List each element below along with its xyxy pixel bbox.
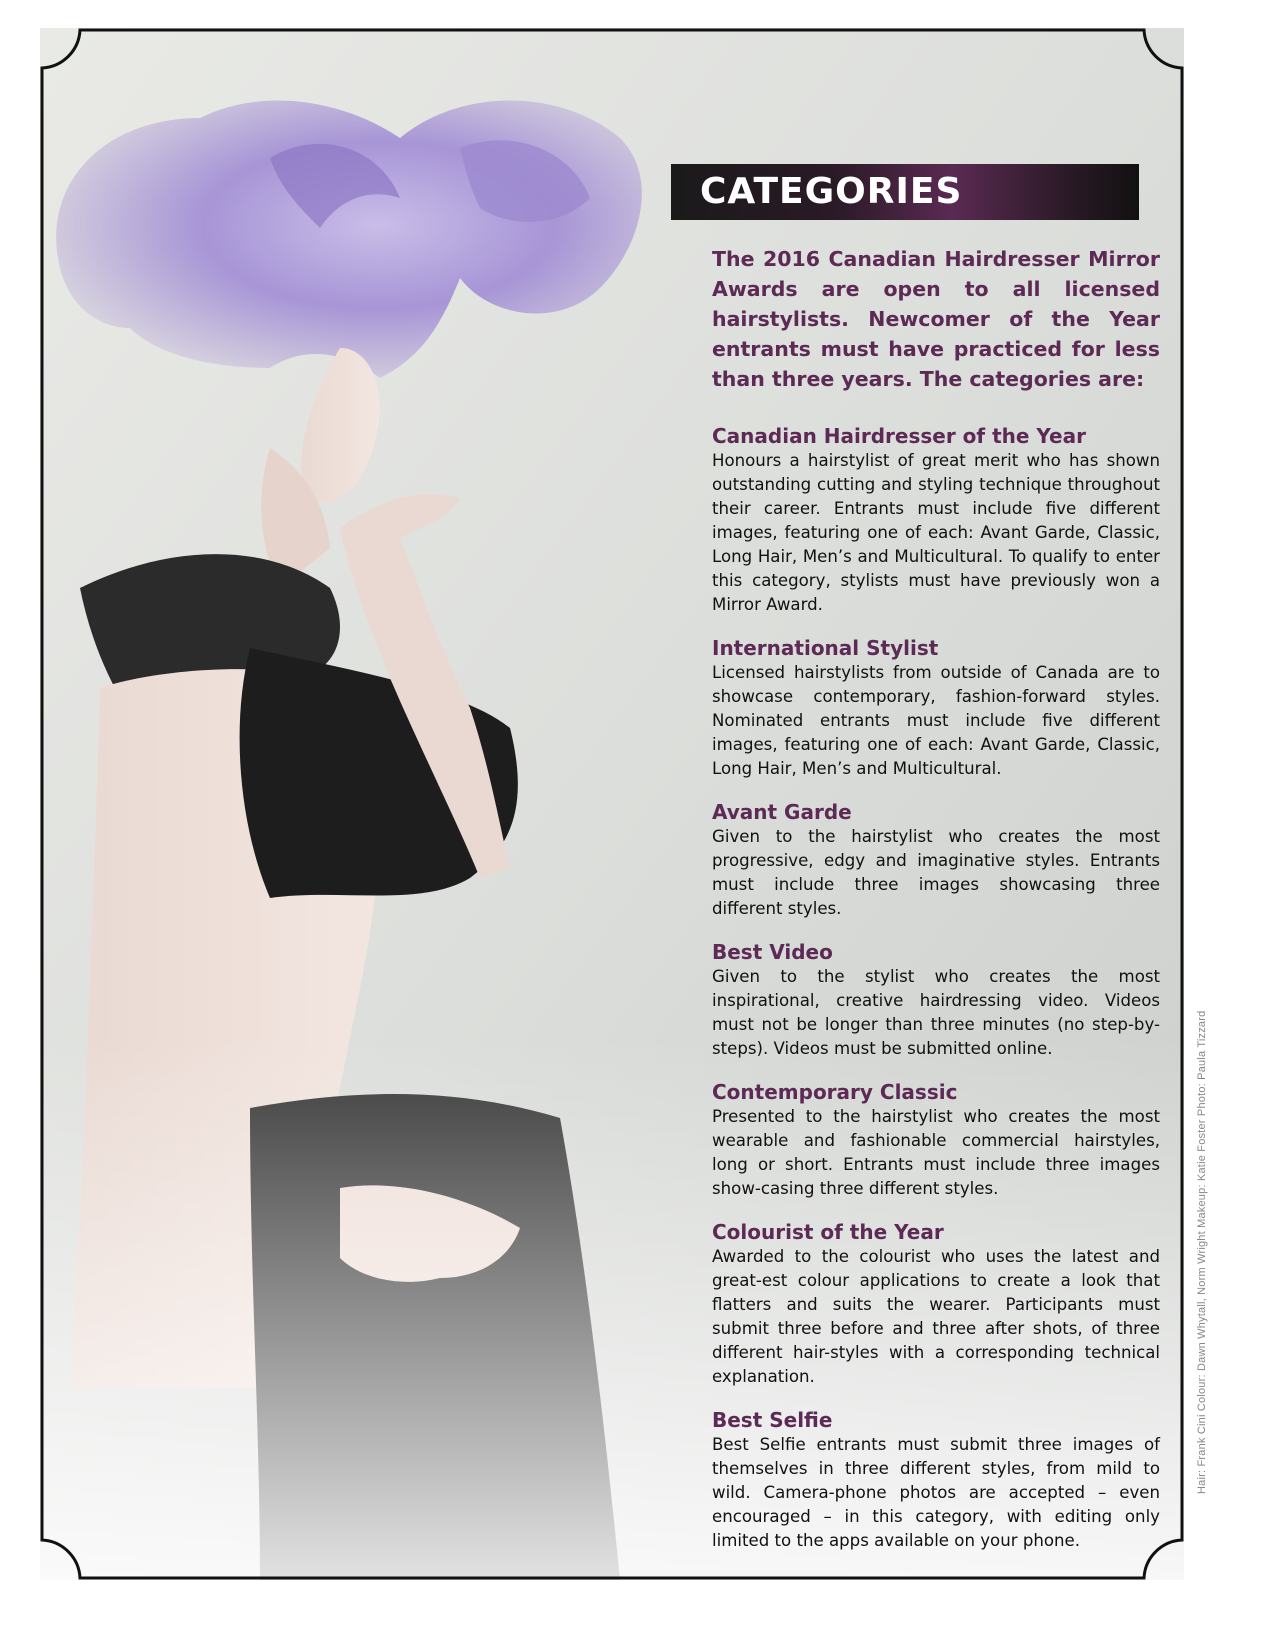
category-description: Best Selfie entrants must submit three images of themselves in three different styles, from mild to wild. Camera-phone photos are accepted – even encouraged – in this category, with editing only limited to the apps available on your phone. — [712, 1435, 1160, 1550]
category-canadian-hairdresser — [712, 423, 1160, 617]
category-title: Avant Garde — [712, 800, 852, 824]
category-colourist — [712, 1219, 1160, 1389]
category-international-stylist — [712, 635, 1160, 781]
category-title: International Stylist — [712, 636, 939, 660]
page-title: CATEGORIES — [700, 171, 963, 212]
category-title: Best Video — [712, 940, 833, 964]
intro-paragraph: The 2016 Canadian Hairdresser Mirror Awards are open to all licensed hairstylists. Newcomer of the Year entrants must have practiced for less than three years. The categories are: — [712, 247, 1160, 391]
category-description: Licensed hairstylists from outside of Canada are to showcase contemporary, fashion-forward styles. Nominated entrants must include five different images, featuring one of each: Avant Garde, Classic, Long Hair, Men’s and Multicultural. — [712, 663, 1160, 778]
category-best-video — [712, 939, 1160, 1061]
category-description: Presented to the hairstylist who creates the most wearable and fashionable commercial hairstyles, long or short. Entrants must include three images show-casing three different styles. — [712, 1107, 1160, 1198]
category-title: Best Selfie — [712, 1408, 833, 1432]
category-description: Awarded to the colourist who uses the latest and great-est colour applications to create a look that flatters and suits the wearer. Participants must submit three before and three after shots, of three different hair-styles with a corresponding technical explanation. — [712, 1247, 1160, 1386]
category-title: Contemporary Classic — [712, 1080, 958, 1104]
category-description: Honours a hairstylist of great merit who has shown outstanding cutting and styling technique throughout their career. Entrants must include five different images, featuring one of each: Avant Garde, Classic, Long Hair, Men’s and Multicultural. To qualify to enter this category, stylists must have previously won a Mirror Award. — [712, 451, 1160, 614]
category-contemporary-classic — [712, 1079, 1160, 1201]
category-list — [712, 423, 1160, 1571]
category-avant-garde — [712, 799, 1160, 921]
category-description: Given to the hairstylist who creates the most progressive, edgy and imaginative styles. Entrants must include three images showcasing three different styles. — [712, 827, 1160, 918]
category-best-selfie — [712, 1407, 1160, 1553]
category-title: Colourist of the Year — [712, 1220, 944, 1244]
category-description: Given to the stylist who creates the most inspirational, creative hairdressing video. Videos must not be longer than three minutes (no step-by-steps). Videos must be submitted online. — [712, 967, 1160, 1058]
photo-credits: Hair: Frank Cini Colour: Dawn Whytall, Norm Wright Makeup: Katie Foster Photo: Paula Tizzard — [1196, 1010, 1208, 1494]
category-title: Canadian Hairdresser of the Year — [712, 424, 1086, 448]
